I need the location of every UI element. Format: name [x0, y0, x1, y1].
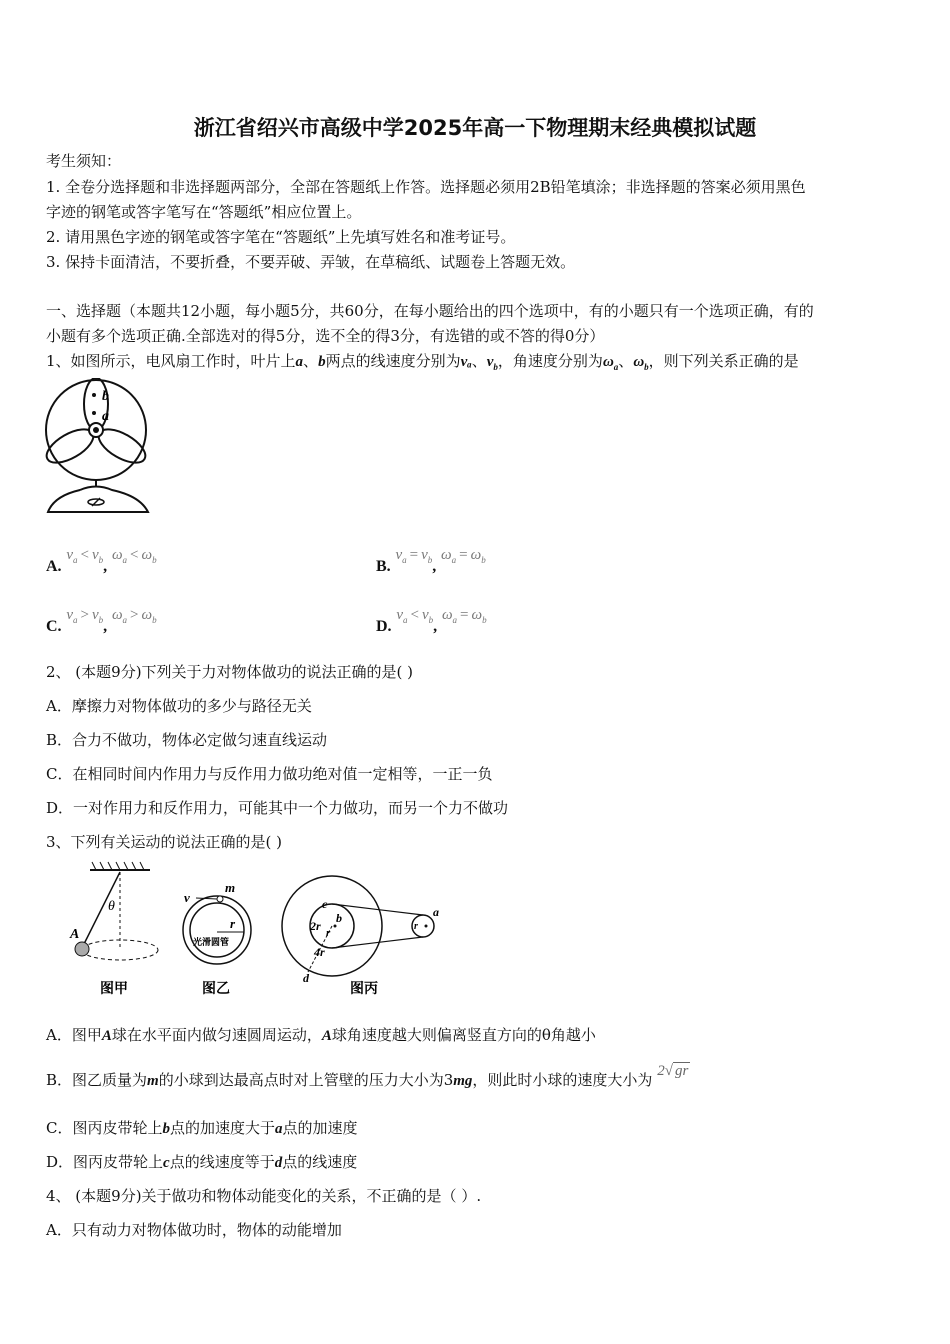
- q3-option-d: D．图丙皮带轮上c点的线速度等于d点的线速度: [46, 1153, 358, 1171]
- question-2-stem: 2、 (本题9分)下列关于力对物体做功的说法正确的是( ): [46, 663, 414, 681]
- sqrt-formula: 2√ gr: [657, 1063, 689, 1079]
- 4r-label: 4r: [314, 945, 325, 959]
- r-label: r: [326, 927, 331, 939]
- notice-line: 1. 全卷分选择题和非选择题两部分，全部在答题纸上作答。选择题必须用2B铅笔填涂；非选择题的答案必须用黑色: [46, 178, 806, 196]
- q3-option-c: C．图丙皮带轮上b点的加速度大于a点的加速度: [46, 1119, 358, 1137]
- notice-line: 2. 请用黑色字迹的钢笔或答字笔在“答题纸”上先填写姓名和准考证号。: [46, 228, 516, 246]
- q1-text: ，则下列关系正确的是: [648, 352, 799, 370]
- omega-relation: $\omega_a > \omega_b$: [111, 607, 157, 625]
- omega-relation: $\omega_a = \omega_b$: [441, 607, 487, 625]
- question-3-stem: 3、下列有关运动的说法正确的是( ): [46, 833, 283, 851]
- theta-label: θ: [108, 899, 115, 914]
- q2-option-a: A．摩擦力对物体做功的多少与路径无关: [46, 697, 312, 715]
- fan-label-a: a: [102, 409, 109, 424]
- omega-relation: $\omega_a = \omega_b$: [441, 547, 486, 565]
- caption-bing: 图丙: [350, 982, 378, 997]
- notice-line: 3. 保持卡面清洁，不要折叠，不要弄破、弄皱，在草稿纸、试题卷上答题无效。: [46, 253, 576, 271]
- v-relation: $v_a < v_b$: [66, 547, 104, 565]
- v-relation: $v_a > v_b$: [66, 607, 104, 625]
- b-label: b: [336, 911, 342, 925]
- q3-figures: [60, 860, 460, 1005]
- q4-option-a: A．只有动力对物体做功时，物体的动能增加: [46, 1221, 342, 1239]
- q1-text: 两点的线速度分别为: [325, 352, 461, 370]
- page-title: 浙江省绍兴市高级中学2025年高一下物理期末经典模拟试题: [193, 116, 757, 140]
- m-label: m: [225, 880, 236, 895]
- q1-text: ，角速度分别为: [497, 352, 603, 370]
- q2-option-d: D．一对作用力和反作用力，可能其中一个力做功，而另一个力不做功: [46, 799, 509, 817]
- r-label: r: [230, 916, 236, 931]
- q1-option-c: C. $v_a > v_b$, $\omega_a > \omega_b$: [46, 607, 157, 635]
- q1-a: a: [295, 354, 304, 370]
- q1-option-b: B. $v_a = v_b$, $\omega_a = \omega_b$: [376, 547, 486, 575]
- q1-wa: $\omega_a$: [602, 354, 619, 372]
- fan-label-b: b: [102, 389, 109, 404]
- ball-a-label: A: [70, 927, 80, 942]
- q1-sep: 、: [471, 352, 487, 370]
- caption-jia: 图甲: [100, 982, 128, 997]
- figure-jia: [69, 862, 158, 997]
- notice-heading: 考生须知：: [46, 152, 122, 170]
- section-heading: 一、选择题（本题共12小题，每小题5分，共60分，在每小题给出的四个选项中，有的小题只有一个选项正确，有的: [46, 302, 814, 320]
- 2r-label: 2r: [310, 919, 321, 933]
- q1-va: vₐ: [460, 354, 472, 370]
- q3-option-b: B．图乙质量为m的小球到达最高点时对上管壁的压力大小为3mg，则此时小球的速度大小为 2√ gr: [46, 1063, 689, 1089]
- q1-wb: $\omega_b$: [633, 354, 649, 372]
- question-4-stem: 4、 (本题9分)关于做功和物体动能变化的关系，不正确的是（ ）.: [46, 1187, 482, 1205]
- v-label: v: [184, 890, 190, 905]
- q1-option-d: D. $v_a < v_b$, $\omega_a = \omega_b$: [376, 607, 487, 635]
- q3-option-a: A．图甲A球在水平面内做匀速圆周运动，A球角速度越大则偏离竖直方向的θ角越小: [46, 1026, 596, 1044]
- q1-sep: 、: [303, 352, 319, 370]
- q1-b: b: [318, 354, 326, 370]
- v-relation: $v_a = v_b$: [395, 547, 433, 565]
- a-label: a: [433, 905, 439, 919]
- q1-text: 1、如图所示，电风扇工作时，叶片上: [46, 352, 296, 370]
- q1-sep: 、: [618, 352, 634, 370]
- caption-yi: 图乙: [202, 982, 230, 997]
- v-relation: $v_a < v_b$: [396, 607, 434, 625]
- notice-line: 字迹的钢笔或答字笔写在“答题纸”相应位置上。: [46, 203, 362, 221]
- small-r-label: r: [414, 921, 418, 932]
- section-heading: 小题有多个选项正确.全部选对的得5分，选不全的得3分，有选错的或不答的得0分）: [46, 327, 605, 345]
- c-label: c: [322, 897, 328, 911]
- q1-option-a: A. $v_a < v_b$, $\omega_a < \omega_b$: [46, 547, 157, 575]
- d-label: d: [303, 971, 309, 985]
- figure-yi: [183, 880, 251, 997]
- tube-label: 光滑圆管: [193, 937, 230, 947]
- fan-figure: [40, 378, 155, 518]
- q2-option-c: C．在相同时间内作用力与反作用力做功绝对值一定相等，一正一负: [46, 765, 493, 783]
- q2-option-b: B．合力不做功，物体必定做匀速直线运动: [46, 731, 328, 749]
- omega-relation: $\omega_a < \omega_b$: [111, 547, 157, 565]
- figure-bing: [282, 876, 439, 997]
- question-1-stem: [46, 351, 799, 377]
- q1-vb: $v_b$: [486, 354, 498, 372]
